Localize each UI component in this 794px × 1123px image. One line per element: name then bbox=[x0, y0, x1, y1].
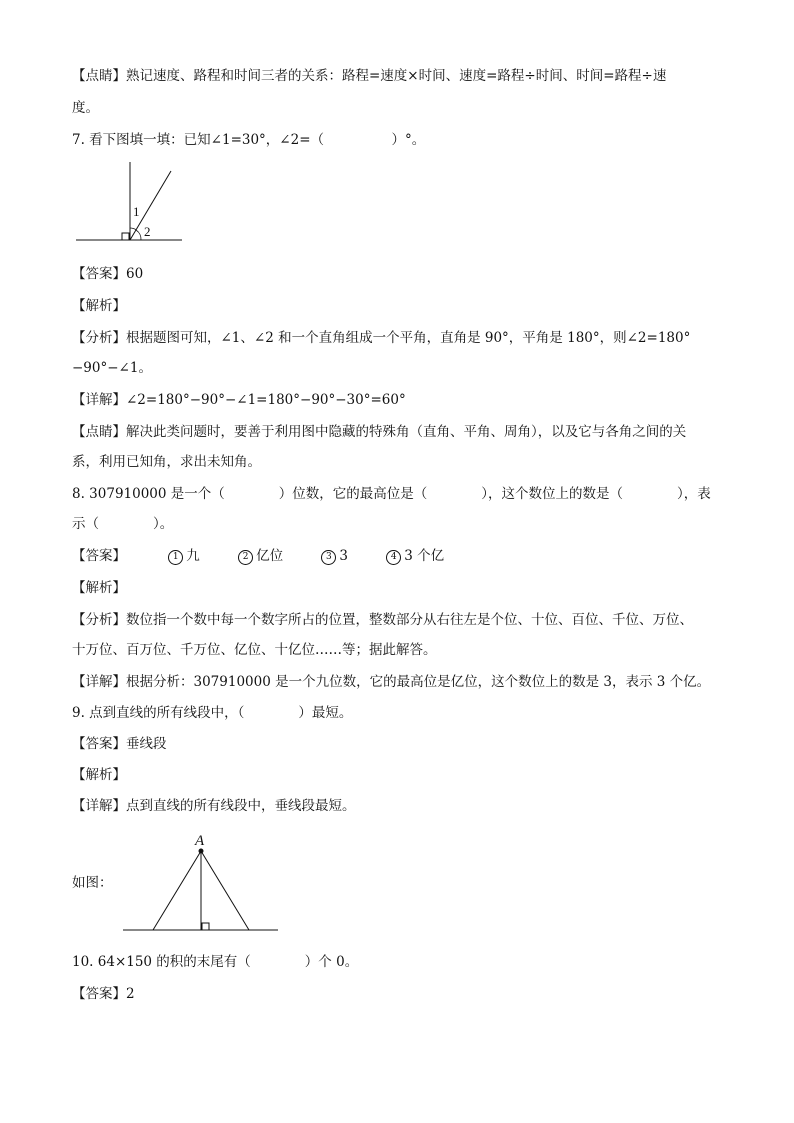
detail-9: 【详解】点到直线的所有线段中，垂线段最短。 bbox=[72, 798, 356, 814]
question-8-continued: 示（ ）。 bbox=[72, 516, 174, 532]
highlight-7: 【点睛】解决此类问题时，要善于利用图中隐藏的特殊角（直角、平角、周角），以及它与各角之间的关 bbox=[72, 424, 687, 440]
question-8: 8. 307910000 是一个（ ）位数，它的最高位是（ ），这个数位上的数是（ ），表 bbox=[72, 486, 711, 502]
answer-text: 3 个亿 bbox=[404, 548, 445, 564]
angle-label-2: 2 bbox=[144, 224, 151, 239]
answer-8-item-4 bbox=[386, 546, 444, 566]
answer-8-item-2 bbox=[238, 546, 283, 566]
angle-figure-7 bbox=[76, 158, 186, 246]
circled-number: 2 bbox=[238, 550, 253, 565]
answer-7: 【答案】60 bbox=[72, 266, 144, 282]
detail-7: 【详解】∠2=180°−90°−∠1=180°−90°−30°=60° bbox=[72, 392, 406, 408]
answer-9: 【答案】垂线段 bbox=[72, 736, 167, 752]
perpendicular-figure-9 bbox=[120, 828, 282, 936]
analysis-8-continued: 十万位、百万位、千万位、亿位、十亿位……等；据此解答。 bbox=[72, 642, 437, 658]
point-label-a: A bbox=[195, 833, 205, 849]
analysis-8: 【分析】数位指一个数中每一个数字所占的位置，整数部分从右往左是个位、十位、百位、千位、万位、 bbox=[72, 612, 693, 628]
question-9: 9. 点到直线的所有线段中，（ ）最短。 bbox=[72, 705, 353, 721]
figure-caption: 如图： bbox=[72, 875, 113, 891]
highlight-7-continued: 系，利用已知角，求出未知角。 bbox=[72, 454, 261, 470]
question-10: 10. 64×150 的积的末尾有（ ）个 0。 bbox=[72, 954, 359, 970]
analysis-heading-7: 【解析】 bbox=[72, 298, 126, 314]
analysis-heading-9: 【解析】 bbox=[72, 767, 126, 783]
analysis-heading-8: 【解析】 bbox=[72, 580, 126, 596]
angle-label-1: 1 bbox=[133, 204, 140, 219]
answer-text: 九 bbox=[186, 548, 200, 564]
answer-8-prefix: 【答案】 bbox=[72, 548, 126, 564]
analysis-7-continued: −90°−∠1。 bbox=[72, 360, 152, 376]
answer-8-item-3 bbox=[321, 546, 348, 566]
circled-number: 1 bbox=[168, 550, 183, 565]
answer-10: 【答案】2 bbox=[72, 986, 135, 1002]
answer-text: 3 bbox=[339, 548, 348, 564]
analysis-7: 【分析】根据题图可知，∠1、∠2 和一个直角组成一个平角，直角是 90°，平角是 180°，则∠2=180° bbox=[72, 330, 691, 346]
detail-8: 【详解】根据分析：307910000 是一个九位数，它的最高位是亿位，这个数位上的数是 3，表示 3 个亿。 bbox=[72, 674, 711, 690]
answer-8 bbox=[72, 546, 478, 566]
highlight-text-continued: 度。 bbox=[72, 100, 99, 116]
question-7: 7. 看下图填一填：已知∠1=30°，∠2=（ ）°。 bbox=[72, 132, 426, 148]
answer-text: 亿位 bbox=[256, 548, 284, 564]
circled-number: 4 bbox=[386, 550, 401, 565]
highlight-text: 【点睛】熟记速度、路程和时间三者的关系：路程=速度×时间、速度=路程÷时间、时间=路程÷速 bbox=[72, 68, 667, 84]
answer-8-item-1 bbox=[168, 546, 200, 566]
circled-number: 3 bbox=[321, 550, 336, 565]
